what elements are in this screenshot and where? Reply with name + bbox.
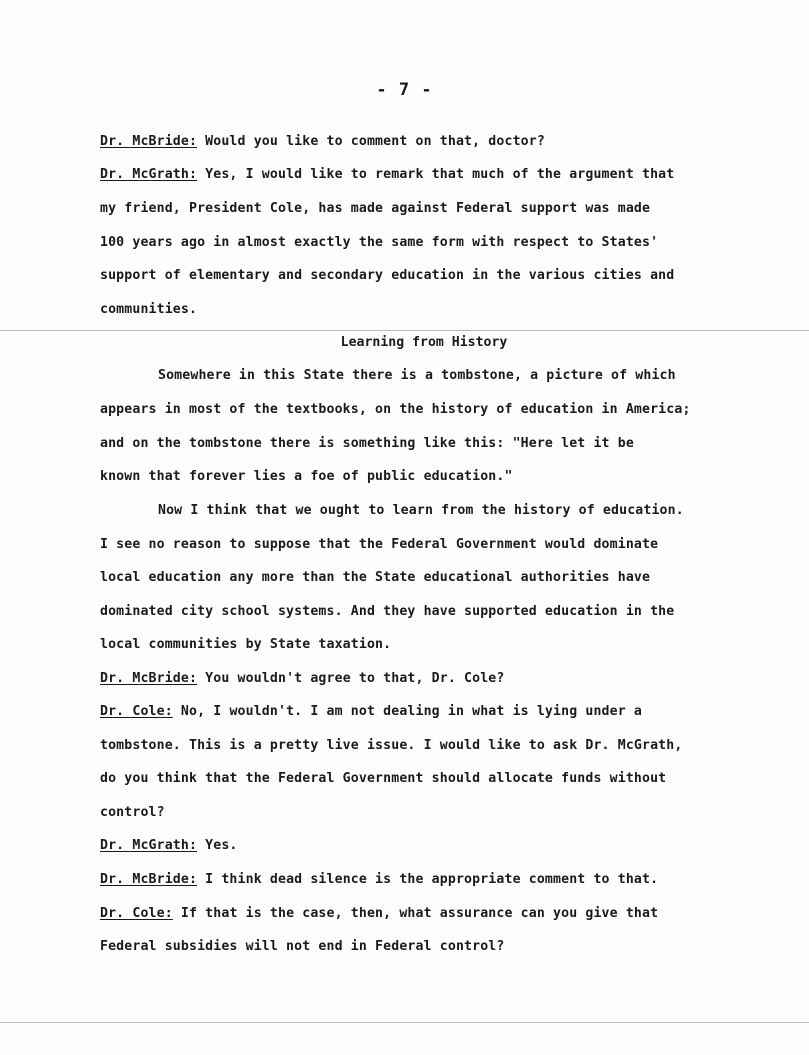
line-text: No, I wouldn't. I am not dealing in what is lying under a	[172, 704, 643, 719]
speaker-name: Dr. McBride:	[100, 134, 198, 149]
line-text: appears in most of the textbooks, on the history of education in America;	[100, 402, 691, 417]
text-line	[100, 704, 642, 719]
text-line	[158, 368, 676, 383]
speaker-name: Dr. Cole:	[100, 906, 173, 921]
text-line	[100, 637, 391, 652]
speaker-name: Dr. McBride:	[100, 872, 198, 887]
text-line	[100, 436, 634, 451]
speaker-name: Dr. McGrath:	[100, 167, 198, 182]
line-text: If that is the case, then, what assurance can you give that	[172, 906, 659, 921]
text-line	[100, 537, 658, 552]
text-line	[100, 469, 513, 484]
line-text: Somewhere in this State there is a tombstone, a picture of which	[158, 368, 676, 383]
line-text: I think dead silence is the appropriate comment to that.	[197, 872, 659, 887]
line-text: Yes.	[197, 838, 238, 853]
speaker-name: Dr. Cole:	[100, 704, 173, 719]
line-text: known that forever lies a foe of public education."	[100, 469, 513, 484]
text-line	[100, 906, 658, 921]
line-text: local education any more than the State educational authorities have	[100, 570, 651, 585]
text-line	[100, 402, 691, 417]
line-text: tombstone. This is a pretty live issue. I would like to ask Dr. McGrath,	[100, 738, 683, 753]
text-line	[100, 201, 650, 216]
text-line	[100, 604, 674, 619]
line-text: control?	[100, 805, 165, 820]
text-line	[100, 235, 658, 250]
text-line	[100, 570, 650, 585]
text-line	[100, 671, 504, 686]
line-text: Yes, I would like to remark that much of the argument that	[197, 167, 675, 182]
text-line	[100, 939, 504, 954]
text-line	[100, 738, 682, 753]
line-text: I see no reason to suppose that the Federal Government would dominate	[100, 537, 659, 552]
section-heading: Learning from History	[340, 335, 508, 350]
text-line	[100, 805, 165, 820]
line-text: my friend, President Cole, has made against Federal support was made	[100, 201, 651, 216]
line-text: local communities by State taxation.	[100, 637, 392, 652]
text-line	[100, 302, 197, 317]
page-number: - 7 -	[376, 80, 433, 100]
text-line	[100, 771, 666, 786]
line-text: support of elementary and secondary education in the various cities and	[100, 268, 675, 283]
text-line	[100, 268, 674, 283]
text-line	[158, 503, 684, 518]
speaker-name: Dr. McBride:	[100, 671, 198, 686]
fold-line-bottom	[0, 1022, 809, 1023]
fold-line-top	[0, 330, 809, 331]
line-text: Would you like to comment on that, doctor?	[197, 134, 545, 149]
line-text: 100 years ago in almost exactly the same form with respect to States'	[100, 235, 659, 250]
line-text: Federal subsidies will not end in Federal control?	[100, 939, 505, 954]
text-line	[100, 872, 658, 887]
line-text: Now I think that we ought to learn from the history of education.	[158, 503, 684, 518]
line-text: and on the tombstone there is something like this: "Here let it be	[100, 436, 634, 451]
line-text: dominated city school systems. And they have supported education in the	[100, 604, 675, 619]
line-text: communities.	[100, 302, 198, 317]
line-text: do you think that the Federal Government should allocate funds without	[100, 771, 667, 786]
speaker-name: Dr. McGrath:	[100, 838, 198, 853]
text-line	[100, 167, 674, 182]
text-line	[100, 838, 238, 853]
line-text: You wouldn't agree to that, Dr. Cole?	[197, 671, 505, 686]
text-line	[100, 134, 545, 149]
